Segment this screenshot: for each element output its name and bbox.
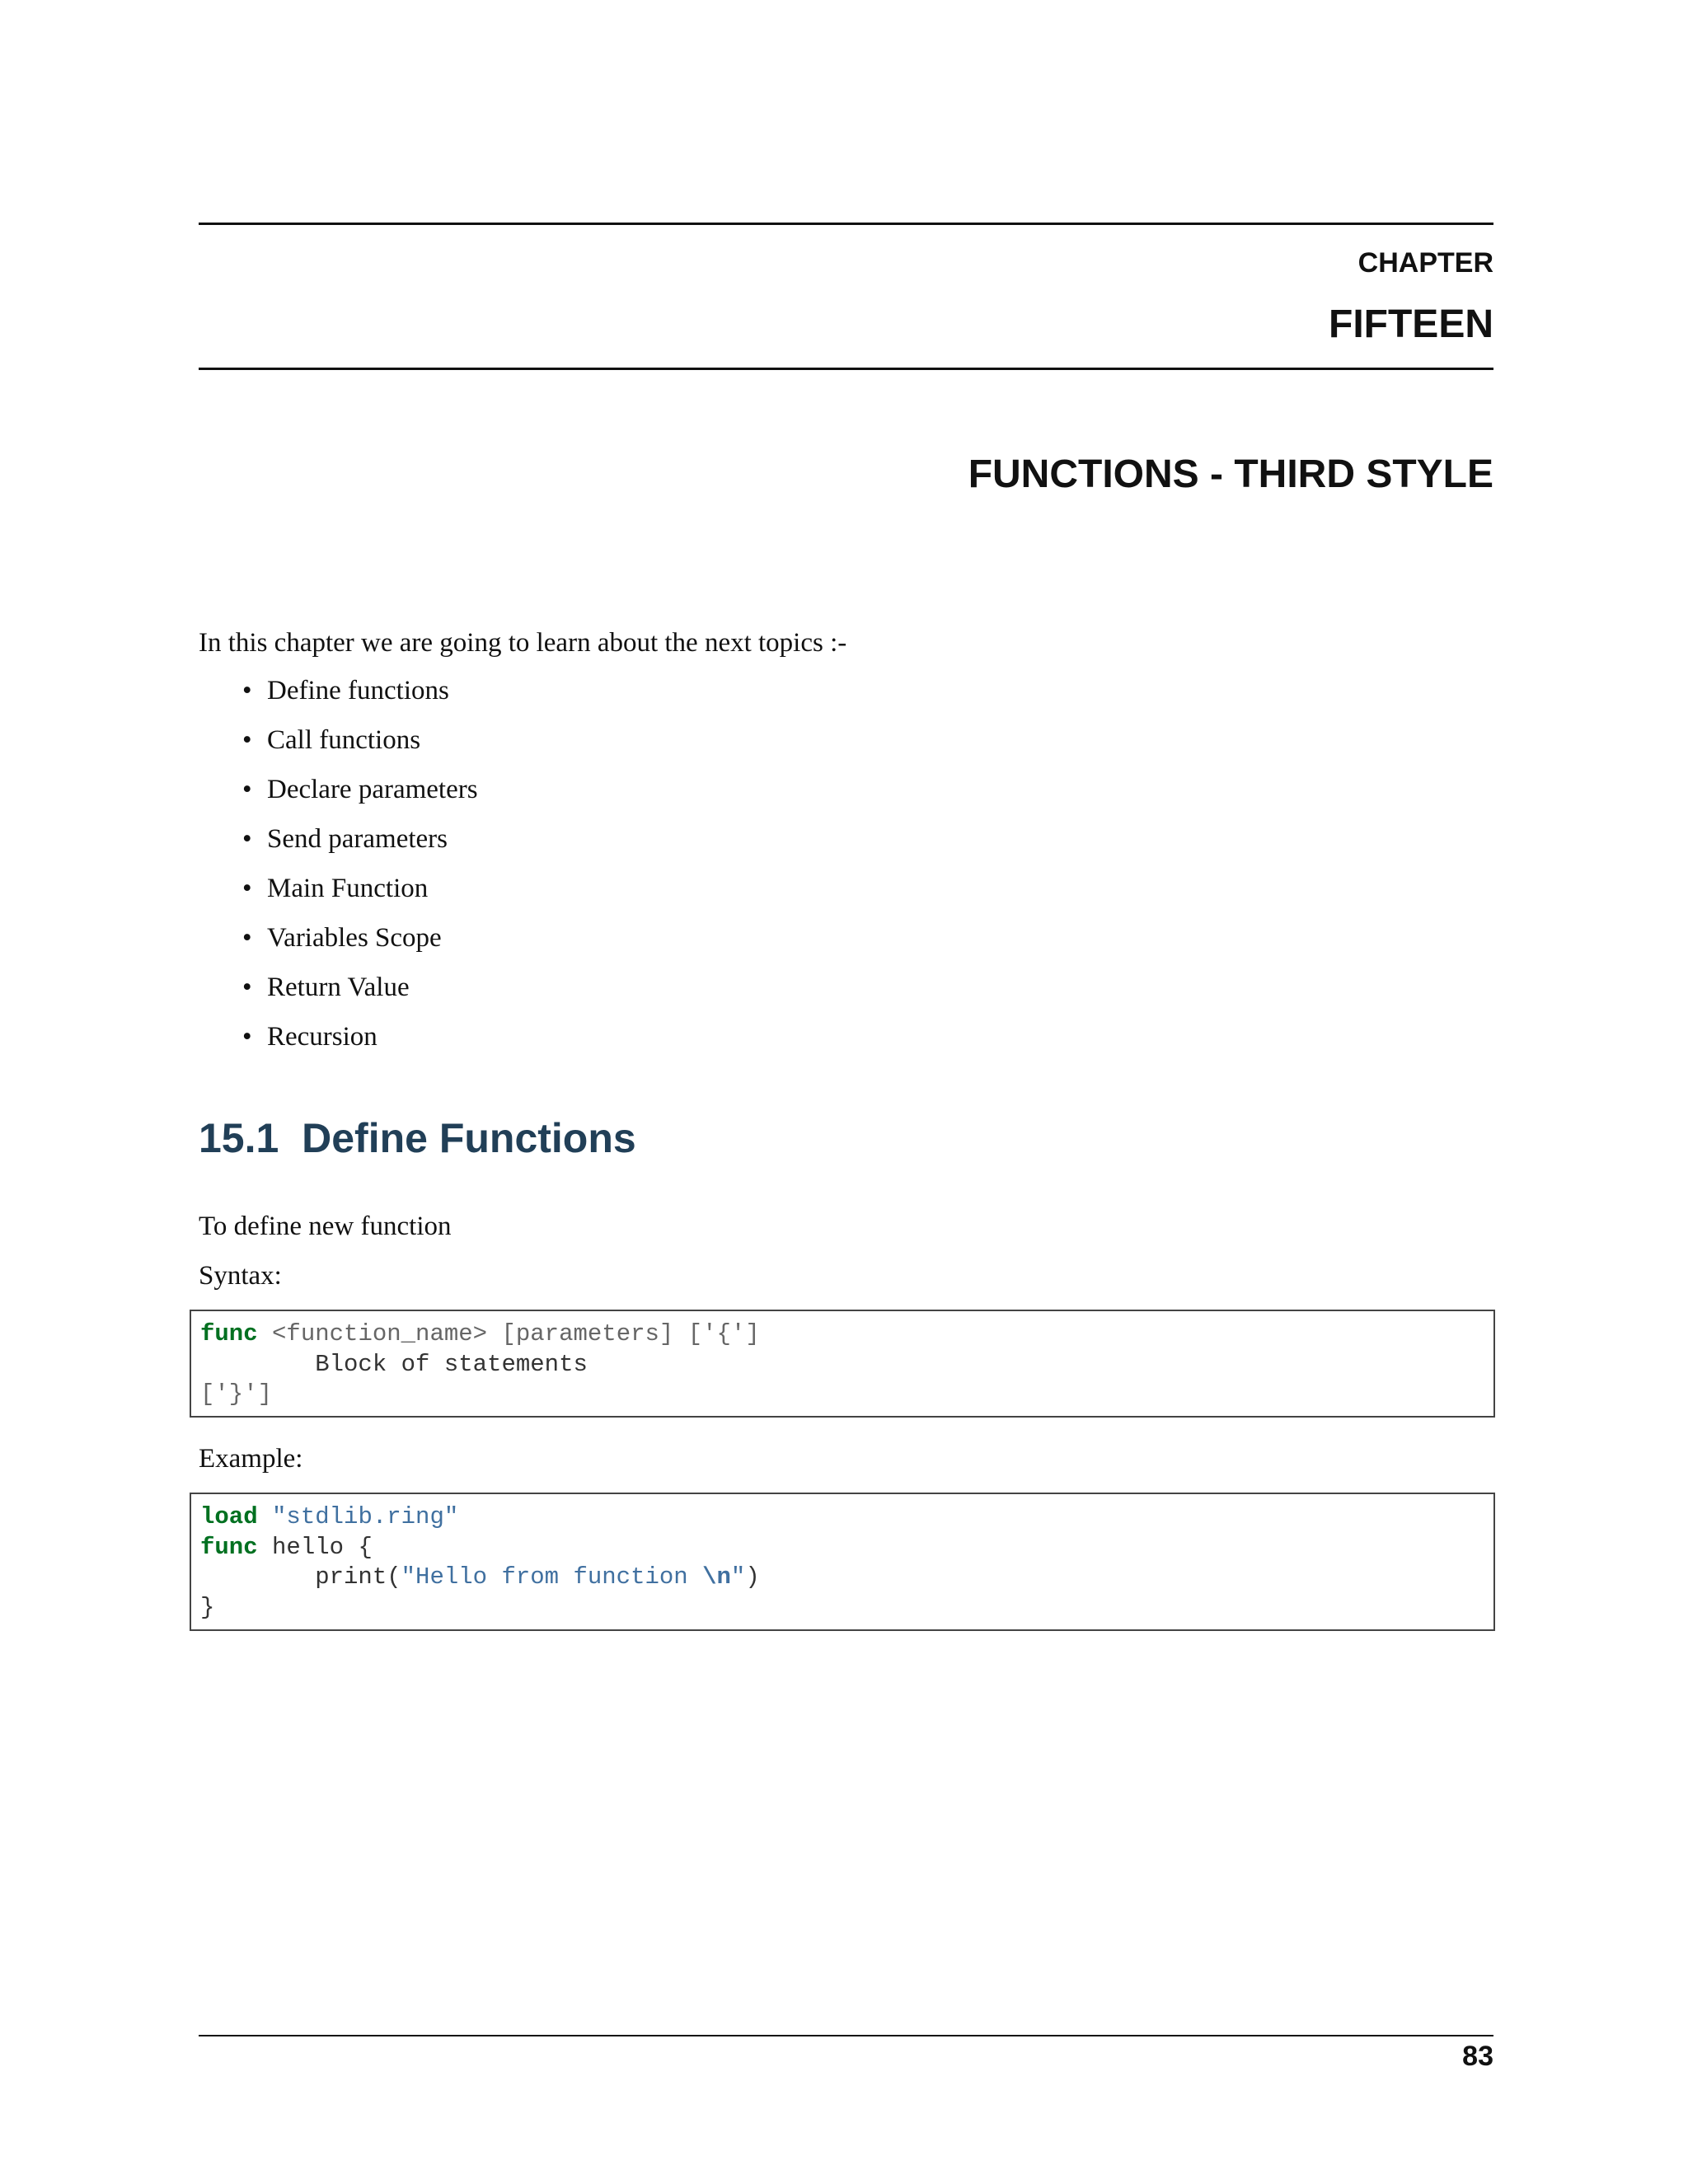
chapter-label: CHAPTER [1357, 247, 1493, 279]
bullet-icon: • [242, 923, 252, 953]
list-item [199, 823, 478, 872]
code-string: "stdlib.ring" [272, 1503, 459, 1530]
code-string: "Hello from function [401, 1563, 703, 1591]
code-keyword: load [200, 1503, 258, 1530]
chapter-title: FUNCTIONS - THIRD STYLE [968, 452, 1493, 496]
list-item [199, 872, 478, 921]
code-text: hello { [257, 1533, 373, 1561]
topic-label: Call functions [267, 725, 421, 755]
example-label: Example: [199, 1444, 303, 1474]
page-number: 83 [1462, 2041, 1493, 2072]
section-heading [199, 1114, 636, 1162]
bullet-icon: • [242, 824, 252, 854]
bullet-icon: • [242, 972, 252, 1002]
topic-label: Send parameters [267, 824, 448, 854]
code-keyword: func [200, 1533, 258, 1561]
topic-label: Define functions [267, 676, 449, 705]
syntax-code-block [190, 1310, 1495, 1418]
code-string: " [730, 1563, 746, 1591]
code-text: <function_name> [parameters] ['{'] [257, 1320, 760, 1347]
chapter-top-rule [199, 223, 1493, 225]
list-item [199, 724, 478, 773]
bullet-icon: • [242, 725, 252, 755]
code-text: ) [745, 1563, 760, 1591]
bullet-icon: • [242, 676, 252, 705]
list-item [199, 921, 478, 971]
bullet-icon: • [242, 1022, 252, 1052]
bullet-icon: • [242, 874, 252, 903]
code-text: print( [200, 1563, 401, 1591]
code-text: ['}'] [200, 1380, 273, 1408]
list-item [199, 674, 478, 724]
topic-label: Variables Scope [267, 923, 442, 953]
footer-rule [199, 2035, 1493, 2036]
topic-label: Main Function [267, 874, 429, 903]
syntax-label: Syntax: [199, 1261, 282, 1291]
topic-label: Declare parameters [267, 775, 478, 804]
section-number: 15.1 [199, 1115, 279, 1161]
code-keyword: func [200, 1320, 258, 1347]
list-item [199, 773, 478, 823]
bullet-icon: • [242, 775, 252, 804]
example-code-block [190, 1493, 1495, 1631]
code-escape: \n [702, 1563, 731, 1591]
chapter-bottom-rule [199, 368, 1493, 370]
topic-label: Recursion [267, 1022, 377, 1052]
topics-list [199, 674, 478, 1070]
section-title: Define Functions [302, 1115, 636, 1161]
list-item [199, 1020, 478, 1070]
intro-paragraph: In this chapter we are going to learn about the next topics :- [199, 628, 847, 658]
chapter-number: FIFTEEN [1329, 302, 1493, 346]
code-text: } [200, 1593, 215, 1621]
code-text: Block of statements [200, 1350, 588, 1378]
section-description: To define new function [199, 1212, 452, 1241]
list-item [199, 971, 478, 1020]
topic-label: Return Value [267, 972, 410, 1002]
